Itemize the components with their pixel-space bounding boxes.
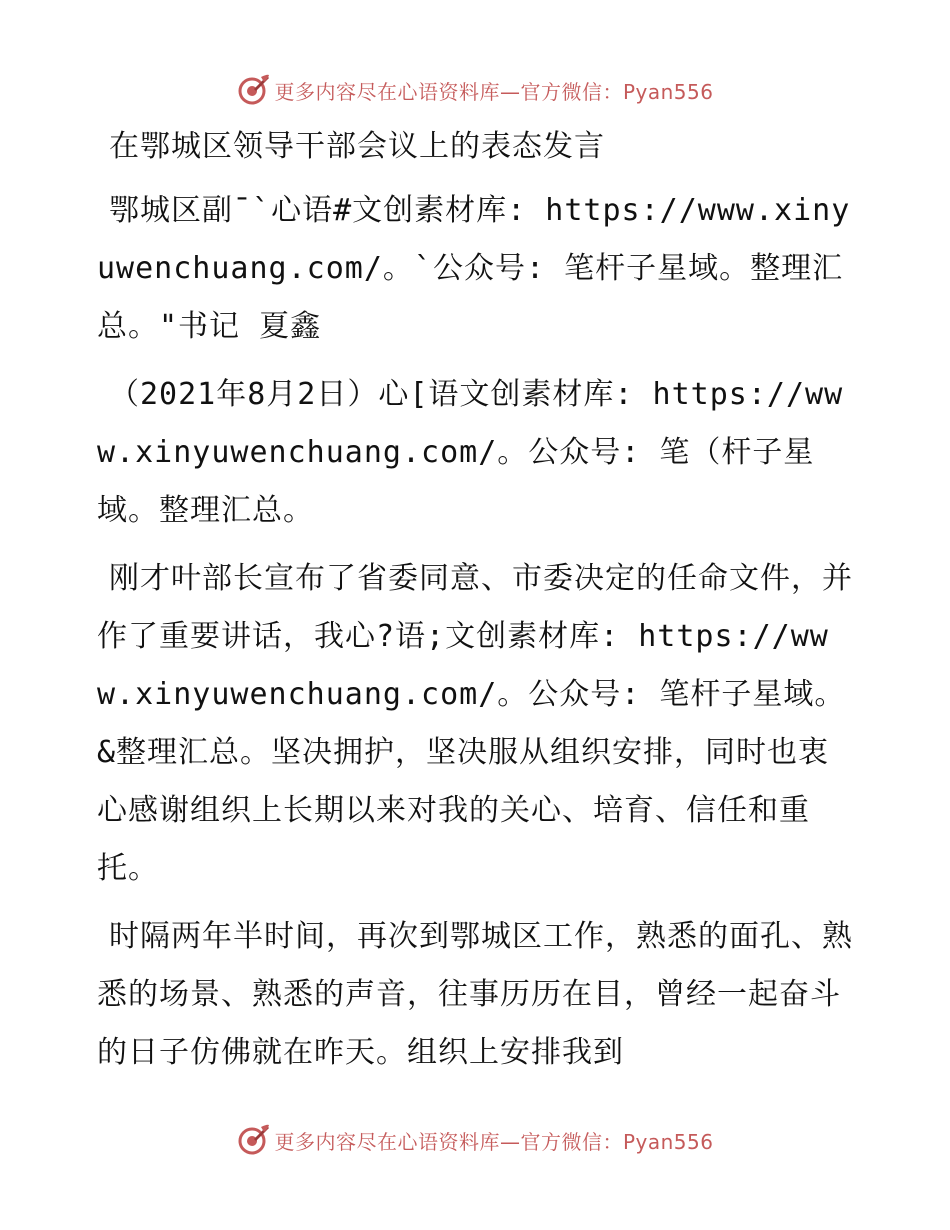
header-watermark [0, 70, 950, 110]
watermark-text: 更多内容尽在心语资料库—官方微信：Pyan556 [274, 1129, 714, 1154]
body-paragraph: 时隔两年半时间，再次到鄂城区工作，熟悉的面孔、熟悉的场景、熟悉的声音，往事历历在目，曾经一起奋斗的日子仿佛就在昨天。组织上安排我到 [97, 919, 853, 1070]
body-paragraph: 刚才叶部长宣布了省委同意、市委决定的任命文件，并作了重要讲话，我心?语;文创素材库: https://www.xinyuwenchuang.com/。公众号: 笔杆子星域。&整理汇总。坚决拥护，坚决服从组织安排，同时也衷心感谢组织上长期以来对我的关心、培育、信任和重托。 [97, 561, 853, 886]
document-date: （2021年8月2日）心[语文创素材库: https://www.xinyuwenchuang.com/。公众号: 笔（杆子星域。整理汇总。 [97, 377, 844, 528]
quill-seal-icon [236, 73, 270, 107]
document-byline: 鄂城区副¯`心语#文创素材库: https://www.xinyuwenchuang.com/。`公众号: 笔杆子星域。整理汇总。"书记 夏鑫 [97, 193, 851, 344]
footer-watermark [0, 1120, 950, 1160]
quill-seal-icon [236, 1123, 270, 1157]
document-title: 在鄂城区领导干部会议上的表态发言 [109, 129, 605, 164]
document-body [97, 118, 857, 1092]
watermark-text: 更多内容尽在心语资料库—官方微信：Pyan556 [274, 79, 714, 104]
